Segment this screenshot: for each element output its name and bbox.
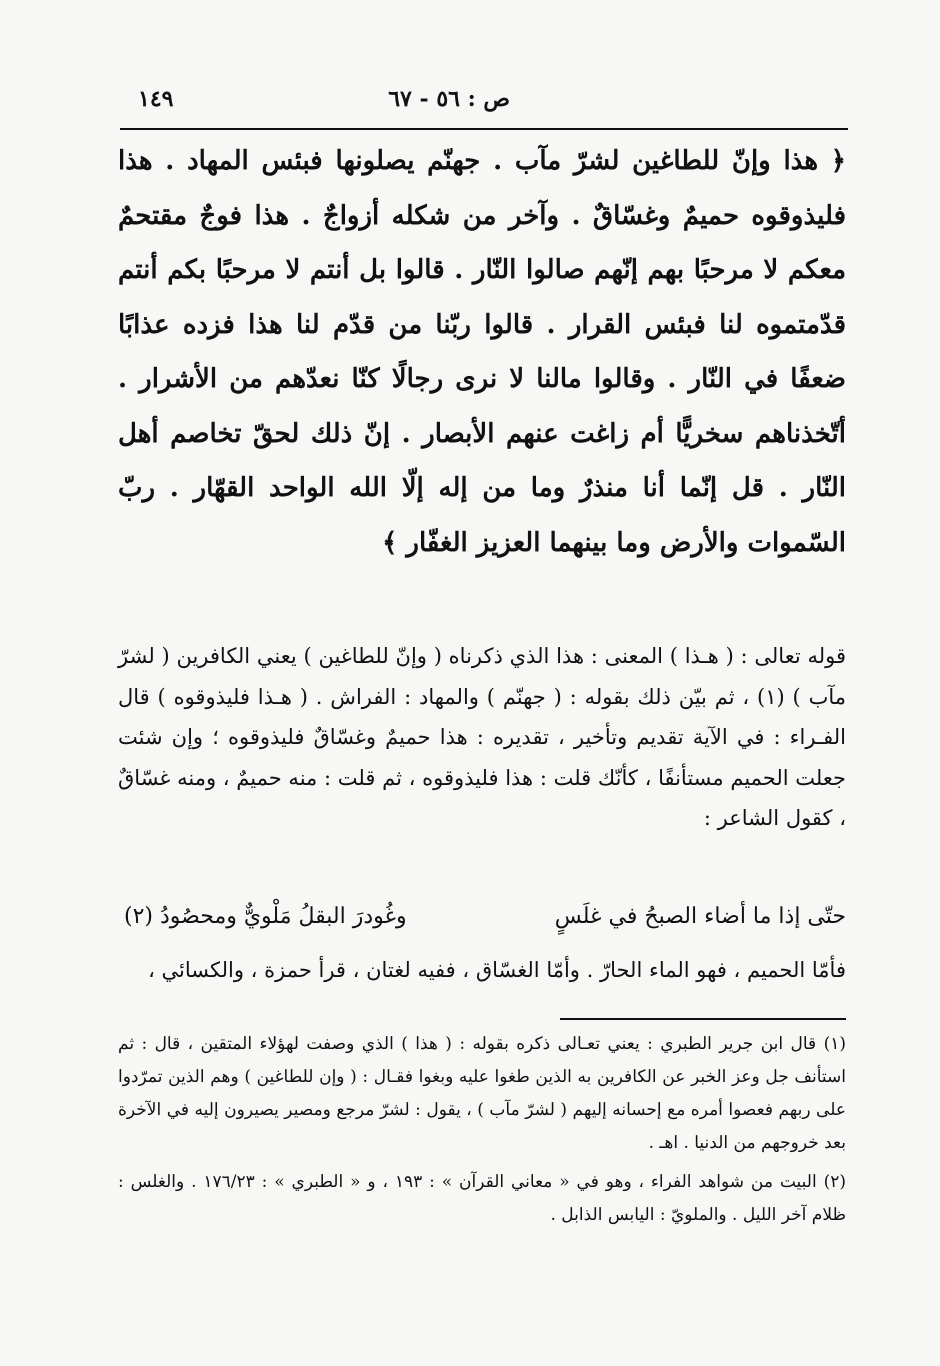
footnotes <box>118 1028 846 1232</box>
poem-second-hemistich: وغُودرَ البقلُ مَلْويٌّ ومحصُودُ (٢) <box>124 904 407 929</box>
footnote-1: (١) قال ابن جرير الطبري : يعني تعـالى ذكره بقوله : ( هذا ) الذي وصفت لهؤلاء المتقين ، قال : ثم استأنف جل وعز الخبر عن الكافرين به الذين طغوا عليه وبغوا فقـال : ( وإن للطاغين ) وهم الذين تمرّدوا على ربهم فعصوا أمره مع إحسانه إليهم ( لشرّ مآب ) ، يقول : لشرّ مرجع ومصير يصيرون إليه في الآخرة بعد خروجهم من الدنيا . اهـ . <box>118 1034 846 1153</box>
commentary-paragraph: قوله تعالى : ( هـذا ) المعنى : هذا الذي ذكرناه ( وإنّ للطاغين ) يعني الكافرين ( لشرّ مآب ) (١) ، ثم بيّن ذلك بقوله : ( جهنّم ) والمهاد : الفراش . ( هـذا فليذوقوه ) قال الفـراء : في الآية تقديم وتأخير ، تقديره : هذا حميمٌ وغسّاقٌ فليذوقوه ؛ وإن شئت جعلت الحميم مستأنفًا ، كأنّك قلت : هذا فليذوقوه ، ثم قلت : منه حميمٌ ، ومنه غسّاقٌ ، كقول الشاعر : <box>118 644 846 830</box>
header-rule <box>120 128 848 130</box>
page-number: ١٤٩ <box>138 86 174 112</box>
poem-first-hemistich: حتّى إذا ما أضاء الصبحُ في غلَسٍ <box>554 904 846 929</box>
footnote-rule <box>560 1018 846 1020</box>
footnote-2: (٢) البيت من شواهد الفراء ، وهو في « معاني القرآن » : ١٩٣ ، و « الطبري » : ١٧٦/٢٣ . والغلس : ظلام آخر الليل . والملويّ : اليابس الذابل . <box>118 1172 846 1225</box>
page-header <box>120 86 820 120</box>
page-reference: ص : ٥٦ - ٦٧ <box>388 86 510 112</box>
poem-line <box>118 900 846 940</box>
commentary-continuation: فأمّا الحميم ، فهو الماء الحارّ . وأمّا الغسّاق ، ففيه لغتان ، قرأ حمزة ، والكسائي ، <box>148 958 846 982</box>
quran-verse-block: ﴿ هذا وإنّ للطاغين لشرّ مآب . جهنّم يصلونها فبئس المهاد . هذا فليذوقوه حميمٌ وغسّاقٌ . وآخر من شكله أزواجٌ . هذا فوجٌ مقتحمٌ معكم لا مرحبًا بهم إنّهم صالوا النّار . قالوا بل أنتم لا مرحبًا بكم أنتم قدّمتموه لنا فبئس القرار . قالوا ربّنا من قدّم لنا هذا فزده عذابًا ضعفًا في النّار . وقالوا مالنا لا نرى رجالًا كنّا نعدّهم من الأشرار . أتّخذناهم سخريًّا أم زاغت عنهم الأبصار . إنّ ذلك لحقّ تخاصم أهل النّار . قل إنّما أنا منذرٌ وما من إله إلّا الله الواحد القهّار . ربّ السّموات والأرض وما بينهما العزيز الغفّار ﴾ <box>118 146 847 558</box>
